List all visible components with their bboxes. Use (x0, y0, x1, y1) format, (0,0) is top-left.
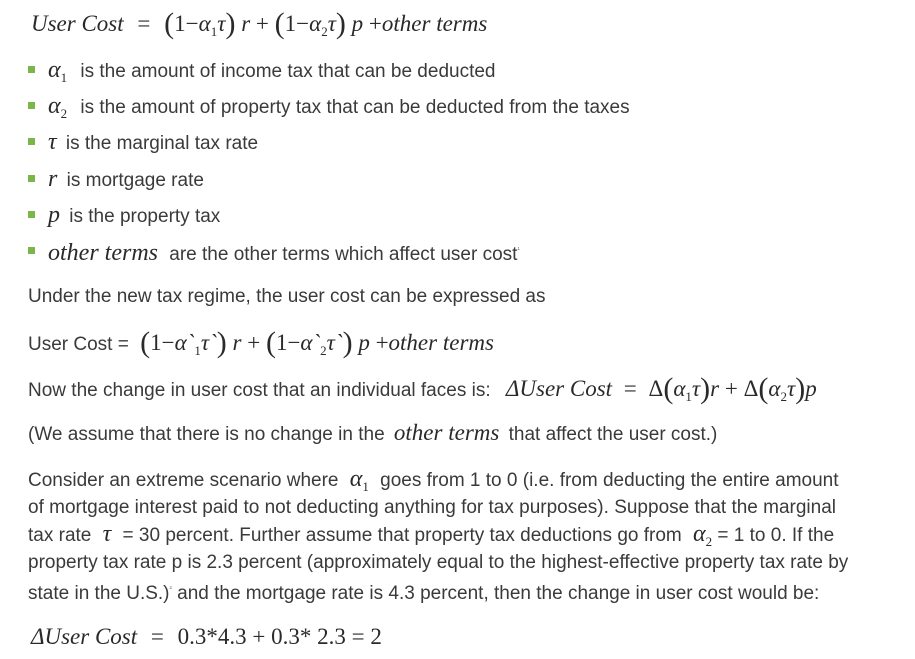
bullet-var-other-terms: other terms (48, 240, 158, 266)
assumption-line (28, 422, 717, 446)
scenario-tau: τ (102, 521, 112, 547)
scenario-line-5 (28, 576, 903, 607)
bullet-item-alpha1 (48, 59, 496, 83)
eq2-one-1: 1 (150, 330, 162, 355)
footnote-marker-2: ² (169, 586, 172, 593)
scenario-paragraph (28, 466, 903, 607)
eq2-p: p (358, 330, 370, 355)
eq2-plus-2: + (375, 330, 389, 355)
eq2-open-paren-2: ( (265, 326, 276, 359)
eq3-tau-2: τ (786, 376, 796, 401)
eq1-close-paren-2: ) (335, 7, 346, 40)
eq1-r: r (241, 11, 251, 36)
scenario-line-1 (28, 466, 903, 494)
bullet-var-tau: τ (48, 129, 57, 155)
eq1-one-2: 1 (284, 11, 297, 36)
bullet-sub-2: 2 (60, 106, 68, 121)
scenario-p1-b: goes from 1 to 0 (i.e. from deducting the entire amount (380, 470, 839, 491)
scenario-p1-a: Consider an extreme scenario where (28, 470, 339, 491)
bullet-var-r: r (48, 166, 58, 192)
bullet-text-2: is the amount of property tax that can be deducted from the taxes (80, 97, 630, 118)
eq1-sub-2: 2 (321, 24, 328, 39)
eq1-minus-1: − (185, 11, 199, 36)
scenario-line-4: property tax rate p is 2.3 percent (approximately equal to the highest-effective property tax rate by (28, 552, 849, 573)
eq2-open-paren-1: ( (140, 326, 151, 359)
eq3-sub-2: 2 (780, 389, 787, 404)
bullet-item-alpha2 (48, 95, 630, 119)
eq2-other-terms: other terms (388, 330, 494, 355)
eq1-alpha-1: α (198, 11, 211, 36)
change-in-user-cost-line (28, 372, 817, 405)
assume-post: that affect the user cost.) (508, 424, 718, 445)
scenario-p5-a: state in the U.S.) (28, 583, 170, 604)
user-cost-equation (31, 7, 488, 40)
eq1-equals: = (137, 11, 151, 36)
eq3-open-paren-1: ( (663, 372, 674, 405)
eq2-sub-1: 1 (194, 343, 201, 358)
bullet-item-p (48, 204, 220, 228)
scenario-line-2: of mortgage interest paid to not deducting anything for tax purposes). Suppose that the marginal (28, 497, 837, 518)
final-rhs: 0.3*4.3 + 0.3* 2.3 = 2 (177, 624, 382, 649)
change-sentence: Now the change in user cost that an individual faces is: (28, 380, 491, 401)
eq3-tau-1: τ (691, 376, 701, 401)
eq2-close-paren-1: ) (216, 326, 227, 359)
bullet-sub-1: 1 (60, 70, 68, 85)
eq3-plus: + (724, 376, 738, 401)
bullet-marker-6 (28, 247, 35, 254)
regime-sentence: Under the new tax regime, the user cost can be expressed as (28, 286, 546, 307)
bullet-var-alpha2: α (48, 93, 61, 119)
eq2-alpha-prime-1: α` (174, 330, 195, 355)
eq2-minus-1: − (161, 330, 175, 355)
eq2-sub-2: 2 (320, 343, 327, 358)
eq1-sub-1: 1 (210, 24, 218, 39)
scenario-alpha-2: α (693, 521, 706, 547)
eq1-p: p (351, 11, 364, 36)
bullet-marker-1 (28, 66, 35, 73)
eq2-lhs: User Cost = (28, 334, 129, 355)
eq1-other-terms: other terms (381, 11, 488, 36)
eq3-sub-1: 1 (685, 389, 692, 404)
eq1-open-paren-2: ( (274, 7, 285, 40)
scenario-p3-b: = 1 to 0. If the (717, 525, 835, 546)
eq3-delta-2: Δ (743, 376, 759, 401)
bullet-var-alpha1: α (48, 57, 61, 83)
eq1-tau-1: τ (217, 11, 226, 36)
eq3-close-paren-1: ) (700, 372, 711, 405)
eq2-close-paren-2: ) (342, 326, 353, 359)
eq2-tau-prime-1: τ` (200, 330, 217, 355)
bullet-var-p: p (48, 202, 60, 228)
eq1-open-paren-1: ( (164, 7, 175, 40)
eq1-tau-2: τ (327, 11, 336, 36)
bullet-item-other-terms (48, 240, 520, 266)
bullet-text-6: are the other terms which affect user cost (169, 244, 518, 265)
bullet-marker-5 (28, 211, 35, 218)
eq1-lhs: User Cost (31, 11, 124, 36)
final-equals: = (150, 624, 164, 649)
bullet-marker-2 (28, 102, 35, 109)
eq1-alpha-2: α (309, 11, 322, 36)
bullet-text-3: is the marginal tax rate (65, 133, 259, 154)
scenario-alpha-1: α (349, 466, 363, 492)
eq3-open-paren-2: ( (758, 372, 769, 405)
eq1-one-1: 1 (174, 11, 186, 36)
eq1-close-paren-1: ) (225, 7, 236, 40)
footnote-marker-1: ¹ (517, 247, 520, 254)
eq2-r: r (232, 330, 242, 355)
final-equation (31, 626, 382, 648)
bullet-marker-4 (28, 175, 35, 182)
scenario-sub-2: 2 (705, 534, 713, 549)
new-user-cost-equation (28, 326, 494, 359)
assume-pre: (We assume that there is no change in the (28, 424, 385, 445)
scenario-line-3 (28, 521, 903, 549)
assume-other-terms: other terms (393, 420, 500, 445)
bullet-text-5: is the property tax (69, 206, 221, 227)
eq1-minus-2: − (296, 11, 310, 36)
eq3-r: r (710, 376, 720, 401)
eq2-plus-1: + (247, 330, 261, 355)
bullet-item-tau (48, 131, 258, 155)
final-lhs: ΔUser Cost (31, 624, 138, 649)
scenario-p3-eq: = 30 percent. Further assume that property tax deductions go from (122, 525, 682, 546)
eq3-alpha-1: α (673, 376, 686, 401)
eq3-alpha-2: α (768, 376, 781, 401)
bullet-item-r (48, 168, 204, 192)
eq3-delta-1: Δ (648, 376, 664, 401)
eq3-equals: = (623, 376, 637, 401)
eq2-tau-prime-2: τ` (326, 330, 343, 355)
scenario-p3-a: tax rate (28, 525, 92, 546)
eq1-plus-2: + (368, 11, 382, 36)
eq3-p: p (805, 376, 817, 401)
scenario-p5-b: and the mortgage rate is 4.3 percent, then the change in user cost would be: (177, 583, 820, 604)
eq2-alpha-prime-2: α` (300, 330, 321, 355)
bullet-text-1: is the amount of income tax that can be deducted (80, 61, 496, 82)
eq3-lhs: ΔUser Cost (505, 376, 613, 401)
eq3-close-paren-2: ) (795, 372, 806, 405)
eq1-plus-1: + (255, 11, 269, 36)
scenario-sub-1: 1 (362, 479, 369, 494)
eq2-minus-2: − (287, 330, 301, 355)
bullet-marker-3 (28, 138, 35, 145)
bullet-text-4: is mortgage rate (66, 170, 204, 191)
eq2-one-2: 1 (275, 330, 288, 355)
